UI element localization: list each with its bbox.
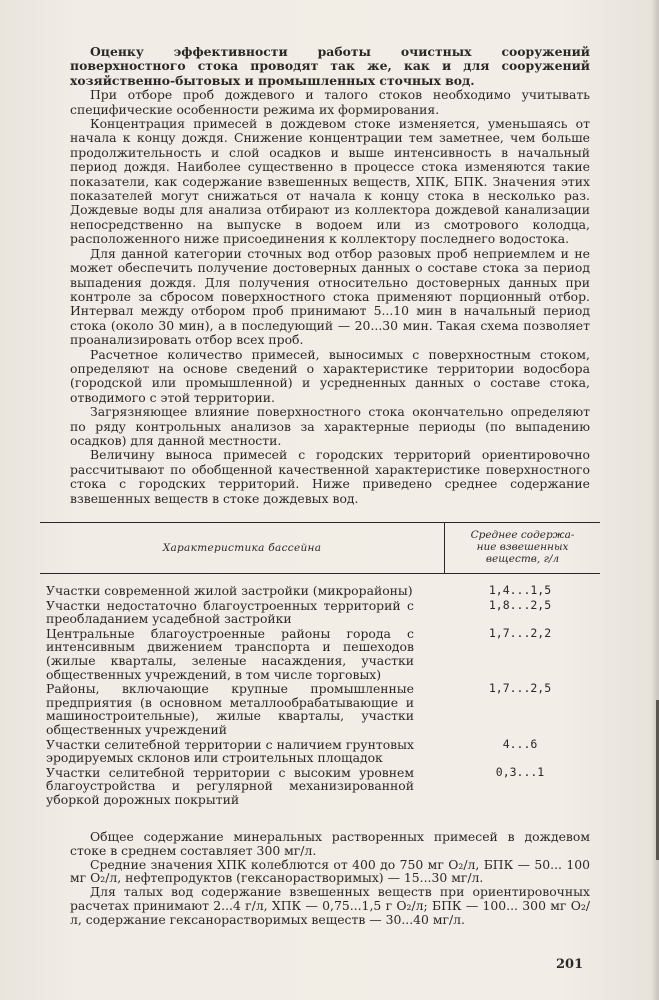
- paragraph-meltwater: Для талых вод содержание взвешенных веществ при ориентировочных расчетах принимают 2...4 г/л, ХПК — 0,75...1,5 г О₂/л; БПК — 100... 300 мг О₂/л, содержание гексанорастворимых веществ — 30...40 мг/л.: [70, 884, 590, 927]
- row-label: Районы, включающие крупные промышленные предприятия (в основном металлообрабатывающие и машиностроительные), жилые кварталы, участки общественных учреждений: [46, 681, 414, 737]
- header-basin-characteristic: Характеристика бассейна: [162, 542, 322, 554]
- body-text: [70, 45, 590, 506]
- suspended-solids-table: [40, 522, 600, 807]
- table-row: [46, 682, 602, 736]
- row-label: Участки селитебной территории с наличием грунтовых эродируемых склонов или строительных площадок: [46, 736, 414, 766]
- table-header: [40, 523, 600, 573]
- table-header-rule: [40, 573, 600, 574]
- row-value: 1,7...2,2: [488, 625, 552, 640]
- paragraph-cod: Средние значения ХПК колеблются от 400 до 750 мг О₂/л, БПК — 50... 100 мг О₂/л, нефтепродуктов (гексанорастворимых) — 15...30 мг/л.: [70, 856, 590, 886]
- header-line-2: ние взвешенных: [476, 541, 569, 553]
- paragraph-4: Для данной категории сточных вод отбор разовых проб неприемлем и не может обеспечить получение достоверных данных о составе стока за период выпадения дождя. Для получения относительно достоверных данных при контроле за сбросом поверхностного стока применяют порционный отбор. Интервал между отбором проб принимают 5...10 мин в начальный период стока (около 30 мин), а в последующий — 20...30 мин. Такая схема позволяет проанализировать отбор всех проб.: [70, 245, 590, 348]
- table-row: [46, 599, 602, 626]
- concluding-text: [70, 830, 590, 927]
- table-row: [46, 584, 602, 598]
- row-value: 0,3...1: [495, 764, 545, 779]
- row-value: 4...6: [502, 736, 538, 751]
- table-row: [46, 738, 602, 765]
- paragraph-6: Загрязняющее влияние поверхностного стока окончательно определяют по ряду контрольных анализов за характерные периоды (по выпадению осадков) для данной местности.: [70, 404, 590, 448]
- table-body: [46, 584, 602, 808]
- row-value: 1,8...2,5: [488, 597, 552, 612]
- row-label: Участки недостаточно благоустроенных территорий с преобладанием усадебной застройки: [46, 597, 414, 627]
- paragraph-1: Оценку эффективности работы очистных сооружений поверхностного стока проводят так же, как и для сооружений хозяйственно-бытовых и промышленных сточных вод.: [70, 44, 590, 88]
- paragraph-7: Величину выноса примесей с городских территорий ориентировочно рассчитывают по обобщенной качественной характеристике поверхностного стока с городских территорий. Ниже приведено среднее содержание взвешенных веществ в стоке дождевых вод.: [70, 447, 590, 506]
- paragraph-mineral: Общее содержание минеральных растворенных примесей в дождевом стоке в среднем составляет 300 мг/л.: [70, 829, 590, 858]
- row-label: Центральные благоустроенные районы города с интенсивным движением транспорта и пешеходов (жилые кварталы, зеленые насаждения, участки общественных учреждений, в том числе торговых): [46, 625, 414, 682]
- row-label: Участки современной жилой застройки (микрорайоны): [46, 583, 413, 598]
- paragraph-3: Концентрация примесей в дождевом стоке изменяется, уменьшаясь от начала к концу дождя. Снижение концентрации тем заметнее, чем больше продолжительность и слой осадков и выше интенсивность в начальный период дождя. Наиболее существенно в процессе стока изменяются такие показатели, как содержание взвешенных веществ, ХПК, БПК. Значения этих показателей могут снижаться от начала к концу стока в несколько раз. Дождевые воды для анализа отбирают из коллектора дождевой канализации непосредственно на выпуске в водоем или из смотрового колодца, расположенного ниже присоединения к коллектору последнего водостока.: [70, 116, 590, 247]
- table-row: [46, 766, 602, 807]
- header-average-content: [444, 523, 600, 573]
- paragraph-5: Расчетное количество примесей, выносимых с поверхностным стоком, определяют на основе сведений о характеристике территории водосбора (городской или промышленной) и усредненных данных о составе стока, отводимого с этой территории.: [70, 346, 590, 405]
- paragraph-2: При отборе проб дождевого и талого стоков необходимо учитывать специфические особенности режима их формирования.: [70, 87, 590, 117]
- header-line-1: Среднее содержа-: [470, 529, 575, 541]
- row-label: Участки селитебной территории с высоким уровнем благоустройства и регулярной механизированной уборкой дорожных покрытий: [46, 764, 414, 807]
- header-line-3: веществ, г/л: [485, 553, 560, 565]
- page-number: 201: [556, 957, 584, 972]
- row-value: 1,7...2,5: [488, 681, 552, 696]
- row-value: 1,4...1,5: [488, 583, 552, 597]
- table-row: [46, 627, 602, 681]
